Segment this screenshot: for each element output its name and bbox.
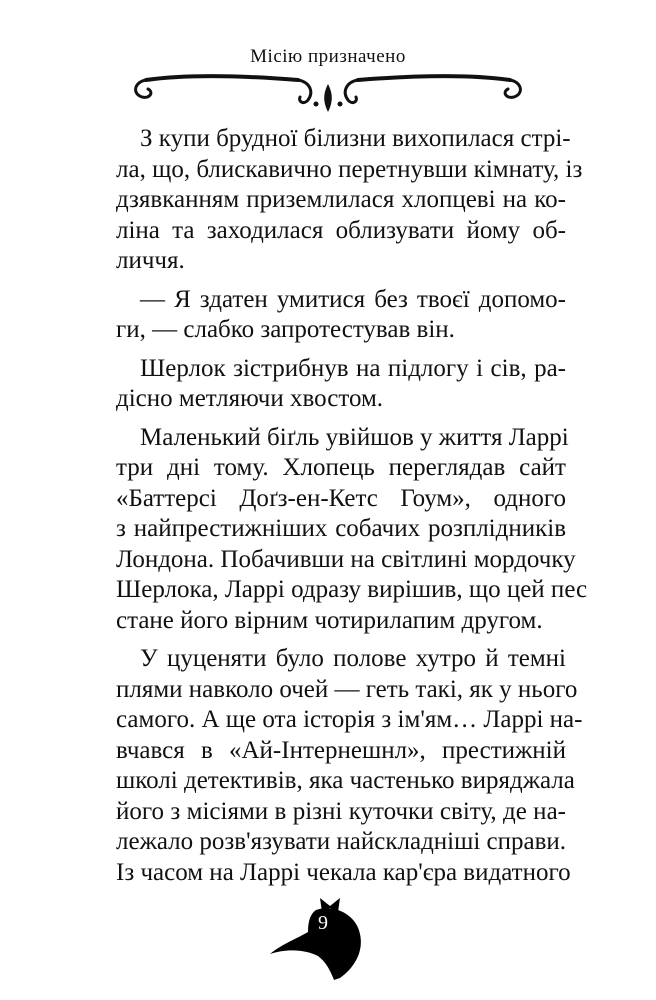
detective-hat-silhouette-icon <box>268 892 388 982</box>
text-line: — Я здатен умитися без твоєї допомо- <box>140 285 566 313</box>
paragraph <box>116 354 566 415</box>
text-line: З купи брудної білизни вихопилася стрі- <box>140 125 571 152</box>
text-line: личчя. <box>116 247 185 274</box>
text-line: дісно метляючи хвостом. <box>116 385 384 412</box>
text-line: плями навколо очей — геть такі, як у нього <box>116 675 578 703</box>
text-line: Шерлок зістрибнув на підлогу і сів, ра- <box>140 354 566 382</box>
body-text <box>116 124 588 888</box>
text-line: три дні тому. Хлопець переглядав сайт <box>116 454 566 481</box>
text-line: Із часом на Ларрі чекала кар'єра видатного <box>116 858 571 886</box>
text-line: школі детективів, яка частенько виряджала <box>116 767 575 794</box>
running-header <box>0 46 656 68</box>
text-line: У цуценяти було полове хутро й темні <box>140 645 566 672</box>
paragraph <box>116 423 588 637</box>
text-line: стане його вірним чотирилапим другом. <box>116 606 543 634</box>
page-number: 9 <box>318 912 328 934</box>
text-line: з найпрестижніших собачих розплідників <box>116 515 566 542</box>
paragraph <box>116 285 566 346</box>
paragraph <box>116 644 583 888</box>
text-line: Лондона. Побачивши на світлині мордочку <box>116 545 576 573</box>
text-line: «Баттерсі Доґз-ен-Кетс Гоум», одного <box>116 484 566 512</box>
text-line: ліна та заходилася облизувати йому об- <box>116 216 566 244</box>
text-line: Маленький біґль увійшов у життя Ларрі <box>140 423 569 451</box>
running-title: Місію призначено <box>250 46 406 67</box>
text-line: Шерлока, Ларрі одразу вирішив, що цей пес <box>116 576 588 603</box>
text-line: самого. А ще ота історія з ім'ям… Ларрі на- <box>116 706 583 733</box>
text-line: дзявканням приземлилася хлопцеві на ко- <box>116 186 566 213</box>
text-line: лежало розв'язувати найскладніші справи. <box>116 828 567 855</box>
flourish-divider-ornament <box>128 70 528 116</box>
text-line: ги, — слабко запротестував він. <box>116 316 455 343</box>
paragraph <box>116 124 583 277</box>
text-line: його з місіями в різні куточки світу, де на- <box>116 797 566 825</box>
text-line: ла, що, блискавично перетнувши кімнату, із <box>116 155 583 183</box>
text-line: вчався в «Ай-Інтернешнл», престижній <box>116 736 566 764</box>
